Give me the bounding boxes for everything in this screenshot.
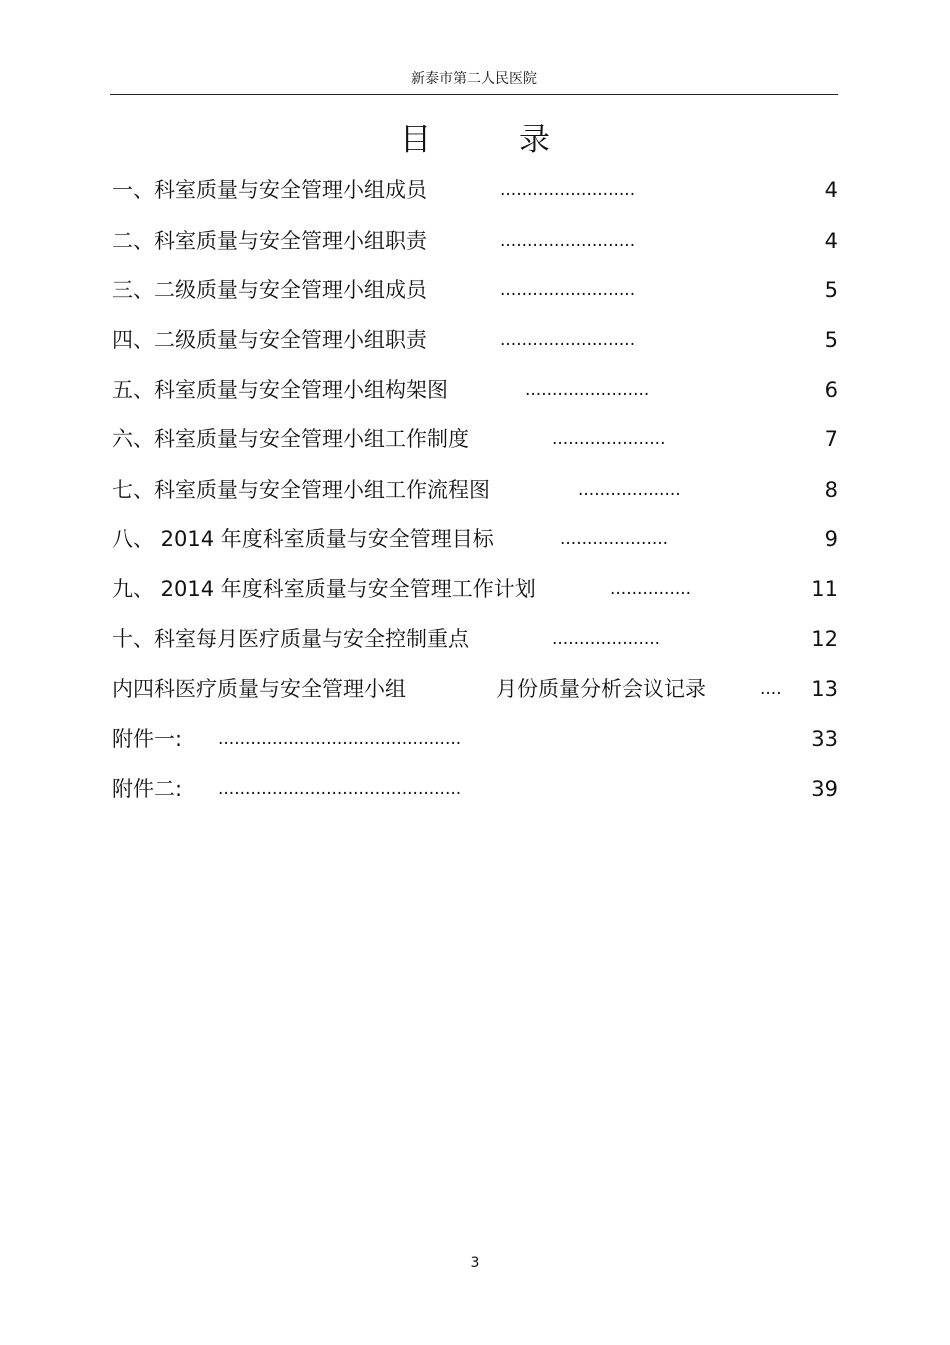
- toc-entry-page: 5: [824, 328, 838, 352]
- toc-entry-text: 一、科室质量与安全管理小组成员: [112, 178, 427, 202]
- toc-entry-page: 7: [824, 427, 838, 451]
- toc-entry[interactable]: [112, 275, 838, 305]
- toc-entry[interactable]: [112, 774, 838, 804]
- toc-entry-page: 33: [811, 727, 838, 751]
- toc-entry[interactable]: [112, 524, 838, 554]
- toc-entry[interactable]: [112, 724, 838, 754]
- toc-entry-leader: .........................: [500, 231, 636, 251]
- toc-entry-leader: .......................: [525, 380, 650, 400]
- toc-entry[interactable]: [112, 424, 838, 454]
- toc-entry[interactable]: [112, 375, 838, 405]
- toc-entry-leader: .............................................: [218, 729, 462, 749]
- page-number: 3: [470, 1255, 480, 1271]
- toc-entry-text: 内四科医疗质量与安全管理小组: [112, 677, 406, 701]
- toc-entry-page: 8: [824, 478, 838, 502]
- toc-title: [0, 118, 950, 162]
- toc-entry-page: 13: [811, 677, 838, 701]
- toc-entry-leader: ...............: [610, 579, 692, 599]
- toc-entry-text: 三、二级质量与安全管理小组成员: [112, 278, 427, 302]
- toc-entry-text: 六、科室质量与安全管理小组工作制度: [112, 427, 469, 451]
- toc-entry-leader: ...................: [578, 480, 681, 500]
- toc-entry-leader: .........................: [500, 330, 636, 350]
- toc-entry-page: 9: [824, 527, 838, 551]
- toc-entry-text: 八、 2014 年度科室质量与安全管理目标: [112, 527, 494, 551]
- toc-entry-text: 附件一:: [112, 727, 183, 751]
- toc-entry-text: 五、科室质量与安全管理小组构架图: [112, 378, 448, 402]
- toc-title-left: 目: [400, 122, 431, 158]
- toc-entry-text: 附件二:: [112, 777, 183, 801]
- toc-entry-text-secondary: 月份质量分析会议记录: [496, 677, 706, 701]
- toc-entry-text: 四、二级质量与安全管理小组职责: [112, 328, 427, 352]
- toc-entry-text: 二、科室质量与安全管理小组职责: [112, 229, 427, 253]
- toc-entry-leader: .............................................: [218, 779, 462, 799]
- toc-entry-page: 6: [824, 378, 838, 402]
- toc-entry-page: 4: [824, 178, 838, 202]
- toc-entry[interactable]: [112, 674, 838, 704]
- toc-entry[interactable]: [112, 475, 838, 505]
- toc-entry-page: 11: [811, 577, 838, 601]
- toc-entry-leader: ....: [760, 679, 782, 699]
- page-header: [110, 70, 838, 95]
- toc-entry-page: 39: [811, 777, 838, 801]
- toc-entry-leader: ....................: [552, 629, 661, 649]
- toc-entry-leader: .........................: [500, 280, 636, 300]
- toc-entry[interactable]: [112, 574, 838, 604]
- toc-title-right: 录: [519, 122, 550, 158]
- toc-entry-text: 七、科室质量与安全管理小组工作流程图: [112, 478, 490, 502]
- toc-entry[interactable]: [112, 624, 838, 654]
- toc-entry-leader: .........................: [500, 180, 636, 200]
- toc-entry-page: 4: [824, 229, 838, 253]
- toc-entry-page: 12: [811, 627, 838, 651]
- toc-entry[interactable]: [112, 226, 838, 256]
- toc-entry[interactable]: [112, 325, 838, 355]
- hospital-name: 新泰市第二人民医院: [411, 71, 537, 87]
- toc-entry[interactable]: [112, 175, 838, 205]
- toc-entry-text: 九、 2014 年度科室质量与安全管理工作计划: [112, 577, 536, 601]
- toc-entry-page: 5: [824, 278, 838, 302]
- toc-entry-leader: .....................: [552, 429, 666, 449]
- toc-entry-leader: ....................: [560, 529, 669, 549]
- toc-entry-text: 十、科室每月医疗质量与安全控制重点: [112, 627, 469, 651]
